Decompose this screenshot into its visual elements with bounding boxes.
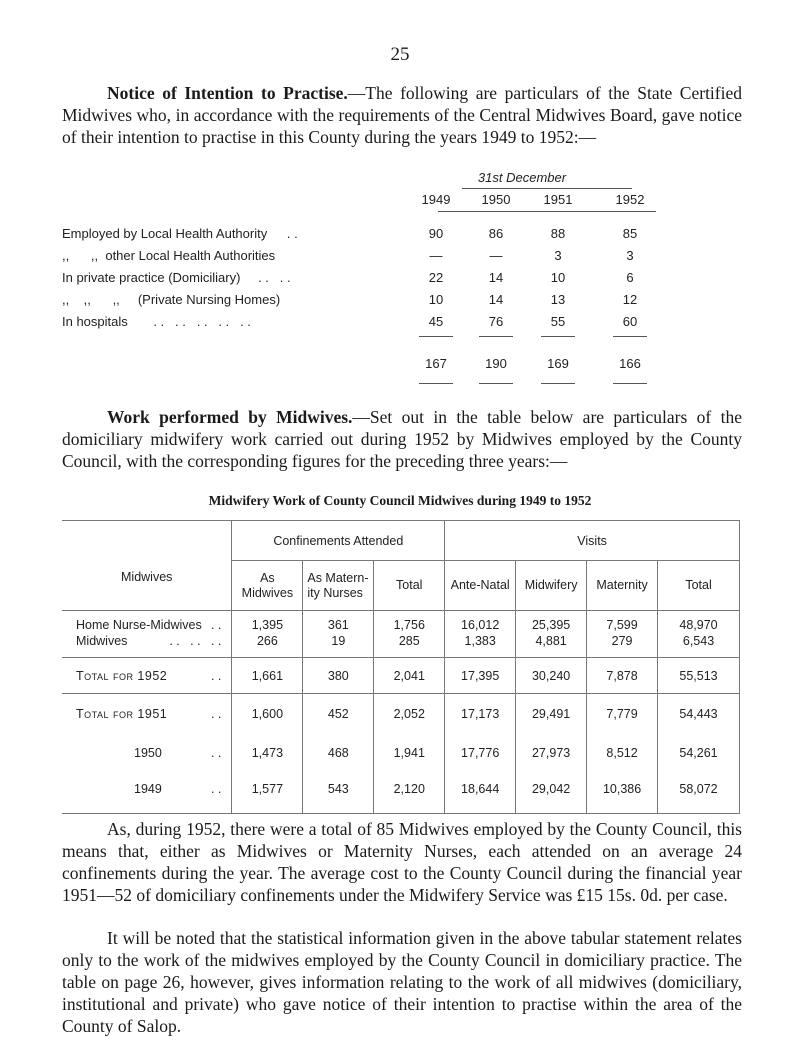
- table-cell: 30,240: [516, 658, 587, 694]
- subheader-ante-natal: Ante-Natal: [445, 561, 516, 611]
- table-cell: 380: [303, 658, 374, 694]
- table-cell: 29,042: [516, 772, 587, 814]
- table-cell: 17,395: [445, 658, 516, 694]
- subheader-confinements-total: Total: [374, 561, 445, 611]
- total-rule: [419, 336, 453, 337]
- notice-cell: 12: [622, 292, 638, 307]
- table-cell: 1,661: [232, 658, 303, 694]
- table-cell: 1,941: [374, 734, 445, 772]
- table-row-label: Home Nurse-Midwives . .: [76, 618, 222, 632]
- table-row-label: Midwives . . . . . .: [62, 633, 232, 658]
- table-cell: 7,878: [587, 658, 658, 694]
- midwifery-table: [62, 520, 740, 814]
- subheader-as-maternity-nurses: As Matern- ity Nurses: [303, 561, 374, 611]
- notice-cell: 14: [488, 292, 504, 307]
- subheader-maternity: Maternity: [587, 561, 658, 611]
- table-cell: 1,600: [232, 694, 303, 734]
- notice-cell: 13: [550, 292, 566, 307]
- notice-cell: —: [429, 248, 443, 263]
- table-cell: 27,973: [516, 734, 587, 772]
- year-header: 1951: [543, 192, 573, 207]
- notice-row-label: ,, ,, ,, (Private Nursing Homes): [62, 292, 281, 307]
- notice-cell: 90: [428, 226, 444, 241]
- table-cell: 16,012: [445, 611, 516, 634]
- table-cell: 266: [232, 633, 303, 658]
- total-rule: [613, 336, 647, 337]
- table-cell: 17,173: [445, 694, 516, 734]
- table-cell: 361: [303, 611, 374, 634]
- table-cell: 29,491: [516, 694, 587, 734]
- table-cell: 285: [374, 633, 445, 658]
- notice-cell: 3: [626, 248, 634, 263]
- total-rule: [479, 336, 513, 337]
- table-cell: 55,513: [658, 658, 740, 694]
- table-cell: 54,261: [658, 734, 740, 772]
- table-cell: 2,120: [374, 772, 445, 814]
- table-cell: 58,072: [658, 772, 740, 814]
- notice-row-label: Employed by Local Health Authority . .: [62, 226, 298, 241]
- table-cell: 10,386: [587, 772, 658, 814]
- table-cell: 4,881: [516, 633, 587, 658]
- notice-heading: Notice of Intention to Practise.: [107, 83, 348, 103]
- year-header: 1950: [481, 192, 511, 207]
- notice-row-label: ,, ,, other Local Health Authorities: [62, 248, 276, 263]
- total-rule: [479, 383, 513, 384]
- notice-text: —The following are particulars of the State Certified Midwives who, in accordance with the requirements of the Central Midwives Board, gave notice of their intention to practise in this County during the years 1949 to 1952:—: [62, 83, 742, 147]
- work-paragraph: [62, 406, 742, 472]
- total-rule: [541, 383, 575, 384]
- total-rule: [541, 336, 575, 337]
- table-row-label: Total for 1951 . .: [76, 706, 222, 721]
- total-rule: [419, 383, 453, 384]
- notice-cell: 45: [428, 314, 444, 329]
- table-cell: 452: [303, 694, 374, 734]
- table-cell: 279: [587, 633, 658, 658]
- group-header-rule: [462, 188, 632, 189]
- table-cell: 2,052: [374, 694, 445, 734]
- notice-total: 166: [619, 356, 641, 371]
- table-cell: 6,543: [658, 633, 740, 658]
- notice-cell: 86: [488, 226, 504, 241]
- notice-cell: 10: [428, 292, 444, 307]
- table-cell: 7,779: [587, 694, 658, 734]
- notice-cell: 76: [488, 314, 504, 329]
- visits-header: Visits: [445, 521, 740, 561]
- subheader-midwifery: Midwifery: [516, 561, 587, 611]
- total-rule: [613, 383, 647, 384]
- table-row-label: Total for 1952 . .: [62, 658, 232, 694]
- table-cell: 18,644: [445, 772, 516, 814]
- table-cell: 1,577: [232, 772, 303, 814]
- notice-row-label: In private practice (Domiciliary) . . . .: [62, 270, 291, 285]
- table-cell: 2,041: [374, 658, 445, 694]
- note-paragraph: It will be noted that the statistical information given in the above tabular statement relates only to the work of the midwives employed by the County Council in domiciliary practice. The table on page 26, however, gives information relating to the work of all midwives (domiciliary, institutional and private) who gave notice of their intention to practise within the area of the County of Salop.: [62, 928, 742, 1036]
- notice-cell: 22: [428, 270, 444, 285]
- table-cell: 1,473: [232, 734, 303, 772]
- midwives-header: Midwives: [62, 521, 232, 611]
- table-cell: 1,383: [445, 633, 516, 658]
- work-text: —Set out in the table below are particulars of the domiciliary midwifery work carried out during 1952 by Midwives employed by the County Council, with the corresponding figures for the preceding three years:—: [62, 407, 742, 471]
- year-header: 1952: [615, 192, 645, 207]
- year-header: 1949: [421, 192, 451, 207]
- notice-cell: 55: [550, 314, 566, 329]
- subheader-as-midwives: As Midwives: [232, 561, 303, 611]
- work-heading: Work performed by Midwives.: [107, 407, 353, 427]
- table-cell: 7,599: [587, 611, 658, 634]
- table-cell: 25,395: [516, 611, 587, 634]
- notice-cell: 6: [626, 270, 634, 285]
- notice-group-header: 31st December: [477, 170, 567, 185]
- year-header-rule: [438, 211, 656, 212]
- confinements-header: Confinements Attended: [232, 521, 445, 561]
- table-cell: 19: [303, 633, 374, 658]
- notice-cell: 88: [550, 226, 566, 241]
- notice-cell: 14: [488, 270, 504, 285]
- notice-total: 169: [547, 356, 569, 371]
- notice-cell: 60: [622, 314, 638, 329]
- notice-cell: 85: [622, 226, 638, 241]
- average-paragraph: As, during 1952, there were a total of 85 Midwives employed by the County Council, this means that, either as Midwives or Maternity Nurses, each attended on an average 24 confinements during the year. The average cost to the County Council during the financial year 1951—52 of domiciliary confinements under the Midwifery Service was £15 15s. 0d. per case.: [62, 819, 742, 905]
- table-cell: 17,776: [445, 734, 516, 772]
- table-cell: 543: [303, 772, 374, 814]
- table-cell: 48,970: [658, 611, 740, 634]
- midwifery-table-caption: Midwifery Work of County Council Midwives during 1949 to 1952: [208, 493, 592, 508]
- table-cell: 8,512: [587, 734, 658, 772]
- notice-row-label: In hospitals . . . . . . . . . .: [62, 314, 251, 329]
- subheader-visits-total: Total: [658, 561, 740, 611]
- table-cell: 1,756: [374, 611, 445, 634]
- notice-total: 190: [485, 356, 507, 371]
- notice-cell: —: [489, 248, 503, 263]
- notice-total: 167: [425, 356, 447, 371]
- table-cell: 1,395: [232, 611, 303, 634]
- table-cell: 468: [303, 734, 374, 772]
- table-row-label: 1950 . .: [134, 745, 222, 760]
- notice-cell: 10: [550, 270, 566, 285]
- page-number: 25: [390, 44, 410, 65]
- notice-cell: 3: [554, 248, 562, 263]
- table-cell: 54,443: [658, 694, 740, 734]
- notice-paragraph: [62, 82, 742, 148]
- table-row-label: 1949 . .: [62, 772, 232, 814]
